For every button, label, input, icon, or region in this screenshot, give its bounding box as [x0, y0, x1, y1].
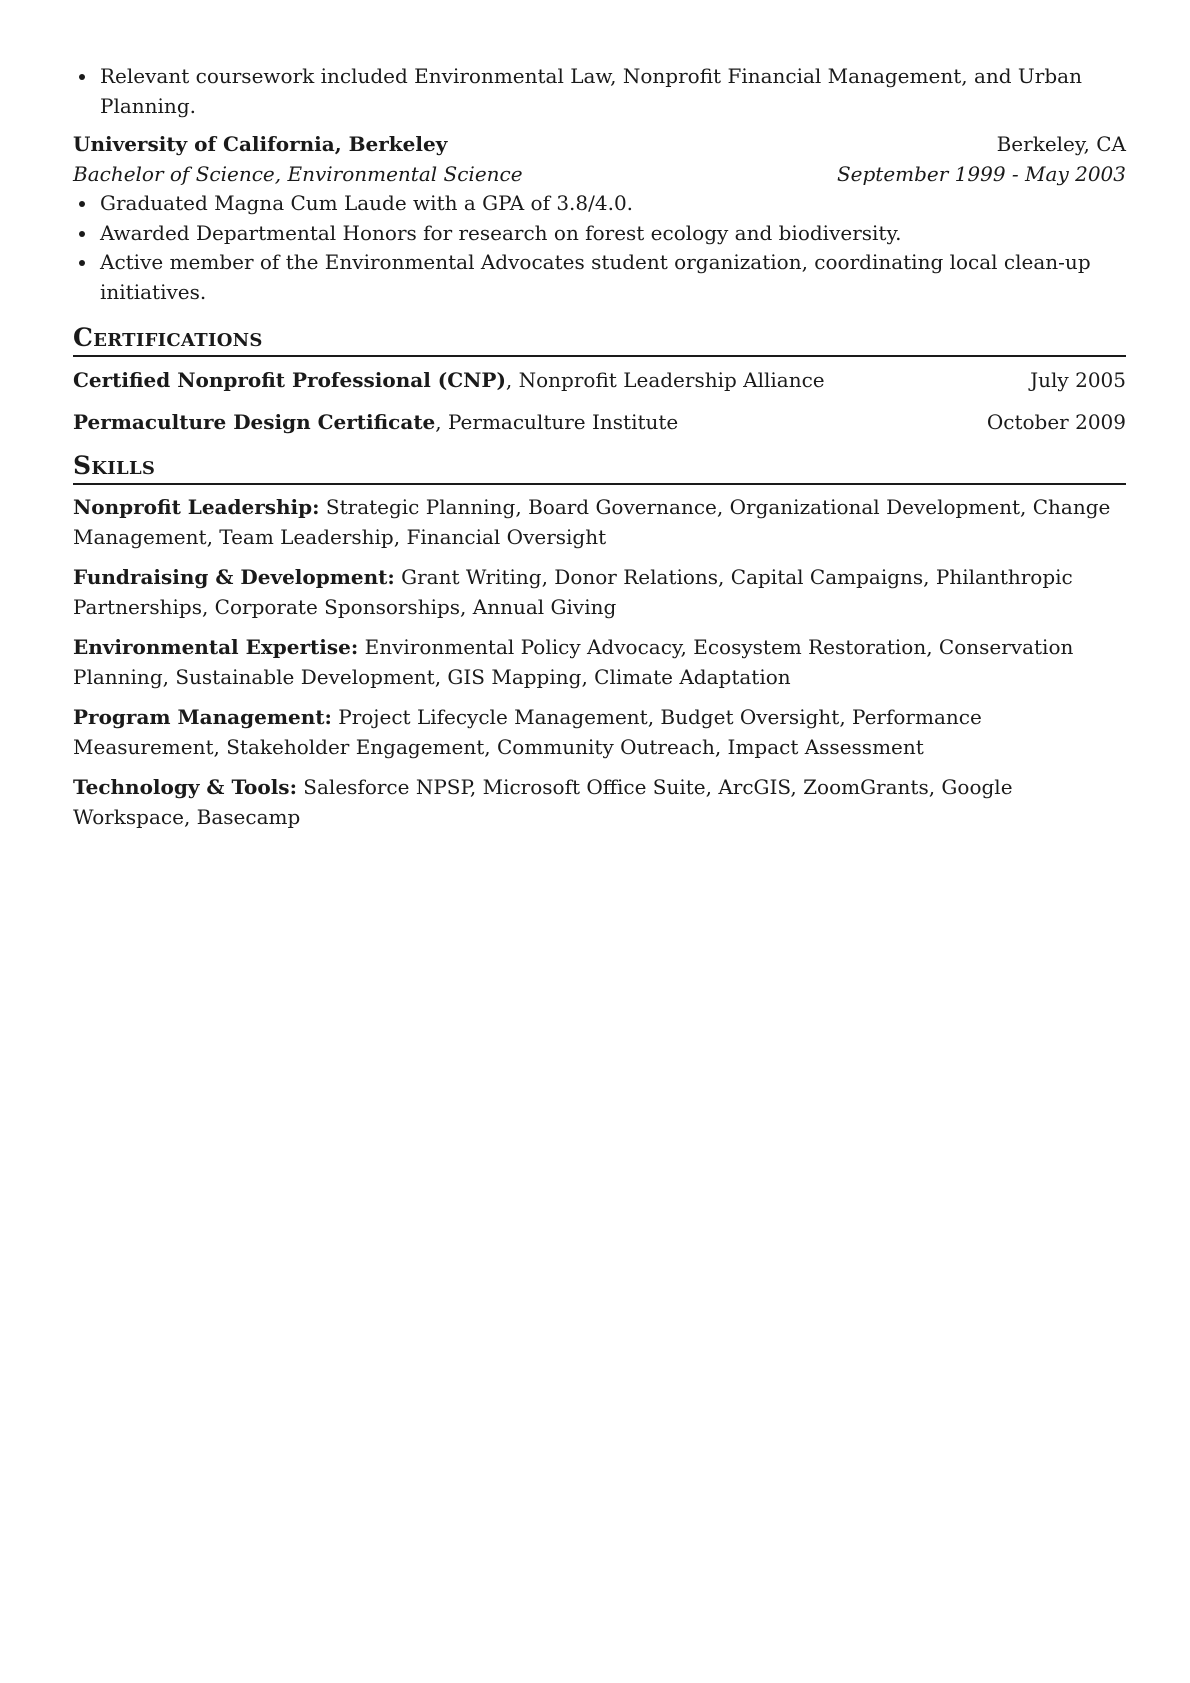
school-name: University of California, Berkeley: [73, 132, 448, 156]
certification-text: [73, 366, 825, 396]
bullet-item: Active member of the Environmental Advocates student organization, coordinating local clean-up initiatives.: [73, 248, 1126, 307]
resume-page: [73, 62, 1126, 832]
certification-issuer: , Nonprofit Leadership Alliance: [505, 368, 825, 392]
certification-date: October 2009: [986, 409, 1126, 434]
skill-group: [73, 633, 1126, 692]
skill-group: [73, 493, 1126, 552]
skill-label: Technology & Tools:: [73, 775, 297, 799]
skill-group: [73, 703, 1126, 762]
skill-text: Grant Writing, Donor Relations, Capital Campaigns, Philanthropic Partnerships, Corporate Sponsorships, Annual Giving: [73, 565, 1073, 619]
degree: Bachelor of Science, Environmental Science: [73, 161, 523, 186]
skill-label: Environmental Expertise:: [73, 635, 359, 659]
skill-text: Environmental Policy Advocacy, Ecosystem Restoration, Conservation Planning, Sustainable Development, GIS Mapping, Climate Adaptation: [73, 635, 1074, 689]
section-heading-certifications: Certifications: [73, 323, 1126, 357]
certification-name: Permaculture Design Certificate: [73, 409, 436, 434]
prev-education-bullets: [73, 62, 1126, 121]
education-degree-row: [73, 160, 1126, 190]
certification-row: [73, 366, 1126, 396]
education-entry-berkeley: [73, 130, 1126, 307]
certification-text: [73, 408, 678, 438]
bullet-item: Awarded Departmental Honors for research on forest ecology and biodiversity.: [73, 219, 1126, 249]
skill-label: Program Management:: [73, 705, 332, 729]
skill-group: [73, 773, 1126, 832]
certification-name: Certified Nonprofit Professional (CNP): [73, 368, 506, 392]
skill-label: Fundraising & Development:: [73, 565, 395, 589]
bullet-item: Relevant coursework included Environmental Law, Nonprofit Financial Management, and Urban Planning.: [73, 62, 1126, 121]
skill-text: Salesforce NPSP, Microsoft Office Suite, ArcGIS, ZoomGrants, Google Workspace, Basecamp: [73, 775, 1013, 829]
certification-row: [73, 408, 1126, 438]
certification-issuer: , Permaculture Institute: [435, 409, 679, 434]
education-header-row: [73, 130, 1126, 160]
degree-dates: September 1999 - May 2003: [836, 161, 1126, 186]
section-heading-skills: Skills: [73, 451, 1126, 485]
school-location: Berkeley, CA: [996, 132, 1126, 156]
skill-text: Strategic Planning, Board Governance, Organizational Development, Change Management, Team Leadership, Financial Oversight: [73, 495, 1111, 549]
certification-date: July 2005: [1030, 368, 1126, 392]
bullet-item: Graduated Magna Cum Laude with a GPA of 3.8/4.0.: [73, 189, 1126, 219]
education-bullets: [73, 189, 1126, 307]
skill-group: [73, 563, 1126, 622]
skill-text: Project Lifecycle Management, Budget Oversight, Performance Measurement, Stakeholder Engagement, Community Outreach, Impact Assessment: [73, 705, 982, 759]
skill-label: Nonprofit Leadership:: [73, 495, 320, 519]
